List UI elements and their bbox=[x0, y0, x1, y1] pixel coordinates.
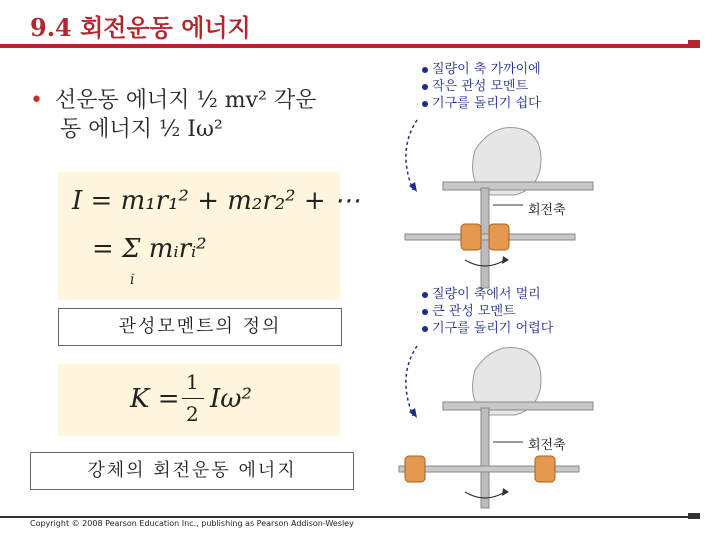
inertia-formula-box bbox=[58, 172, 360, 300]
bullet-dot bbox=[422, 309, 428, 315]
fraction-bar bbox=[182, 398, 204, 399]
bottom-panel-list bbox=[422, 286, 553, 337]
copyright-text: Copyright © 2008 Pearson Education Inc., publishing as Pearson Addison-Wesley bbox=[30, 519, 354, 528]
energy-formula-rhs: Iω² bbox=[210, 384, 252, 414]
bullet-dot bbox=[422, 292, 428, 298]
title-divider bbox=[0, 44, 700, 48]
vertical-axis-rod bbox=[481, 408, 489, 508]
top-crossbar bbox=[443, 402, 593, 410]
title-divider-end bbox=[688, 40, 700, 46]
mass-right bbox=[535, 456, 555, 482]
inertia-formula-line-1: I = m₁r₁² + m₂r₂² + ⋯ bbox=[72, 186, 360, 216]
top-list-item: 작은 관성 모멘트 bbox=[422, 78, 541, 95]
mass-right bbox=[489, 224, 509, 250]
sum-index: i bbox=[130, 272, 135, 288]
inertia-formula-line-2: = Σ mᵢrᵢ² bbox=[92, 234, 207, 264]
page-title: 9.4 회전운동 에너지 bbox=[30, 13, 251, 42]
motion-arrow-path bbox=[406, 346, 417, 416]
bottom-list-item: 기구를 돌리기 어렵다 bbox=[422, 320, 553, 337]
motion-arrow-path bbox=[406, 120, 417, 190]
bottom-list-item: 질량이 축에서 멀리 bbox=[422, 286, 553, 303]
energy-formula-denominator: 2 bbox=[186, 402, 199, 426]
bottom-rotation-illustration bbox=[395, 340, 720, 510]
bullet-line-2: 동 에너지 ½ Iω² bbox=[60, 117, 223, 142]
top-list-item: 질량이 축 가까이에 bbox=[422, 61, 541, 78]
bullet-dot: • bbox=[30, 88, 43, 113]
energy-formula-numerator: 1 bbox=[186, 370, 199, 394]
bullet-dot bbox=[422, 101, 428, 107]
footer-divider-end bbox=[688, 513, 700, 519]
bullet-dot bbox=[422, 84, 428, 90]
bullet-line-1: 선운동 에너지 ½ mv² 각운 bbox=[54, 88, 317, 113]
top-panel-list bbox=[422, 61, 541, 112]
energy-formula-lhs: K = bbox=[130, 384, 180, 414]
bullet-dot bbox=[422, 326, 428, 332]
top-axis-label: 회전축 bbox=[528, 203, 566, 218]
top-list-item: 기구를 돌리기 쉽다 bbox=[422, 95, 541, 112]
top-crossbar bbox=[443, 182, 593, 190]
mass-left bbox=[461, 224, 481, 250]
rotation-arrowhead bbox=[502, 256, 509, 264]
bottom-list-item: 큰 관성 모멘트 bbox=[422, 303, 553, 320]
footer-divider bbox=[0, 516, 700, 518]
bottom-axis-label: 회전축 bbox=[528, 438, 566, 453]
mass-left bbox=[405, 456, 425, 482]
inertia-caption: 관성모멘트의 정의 bbox=[58, 308, 342, 346]
main-bullet bbox=[30, 86, 390, 144]
energy-caption: 강체의 회전운동 에너지 bbox=[30, 452, 354, 490]
rotation-arrowhead bbox=[502, 488, 509, 496]
energy-formula-box bbox=[58, 364, 340, 436]
bullet-dot bbox=[422, 67, 428, 73]
